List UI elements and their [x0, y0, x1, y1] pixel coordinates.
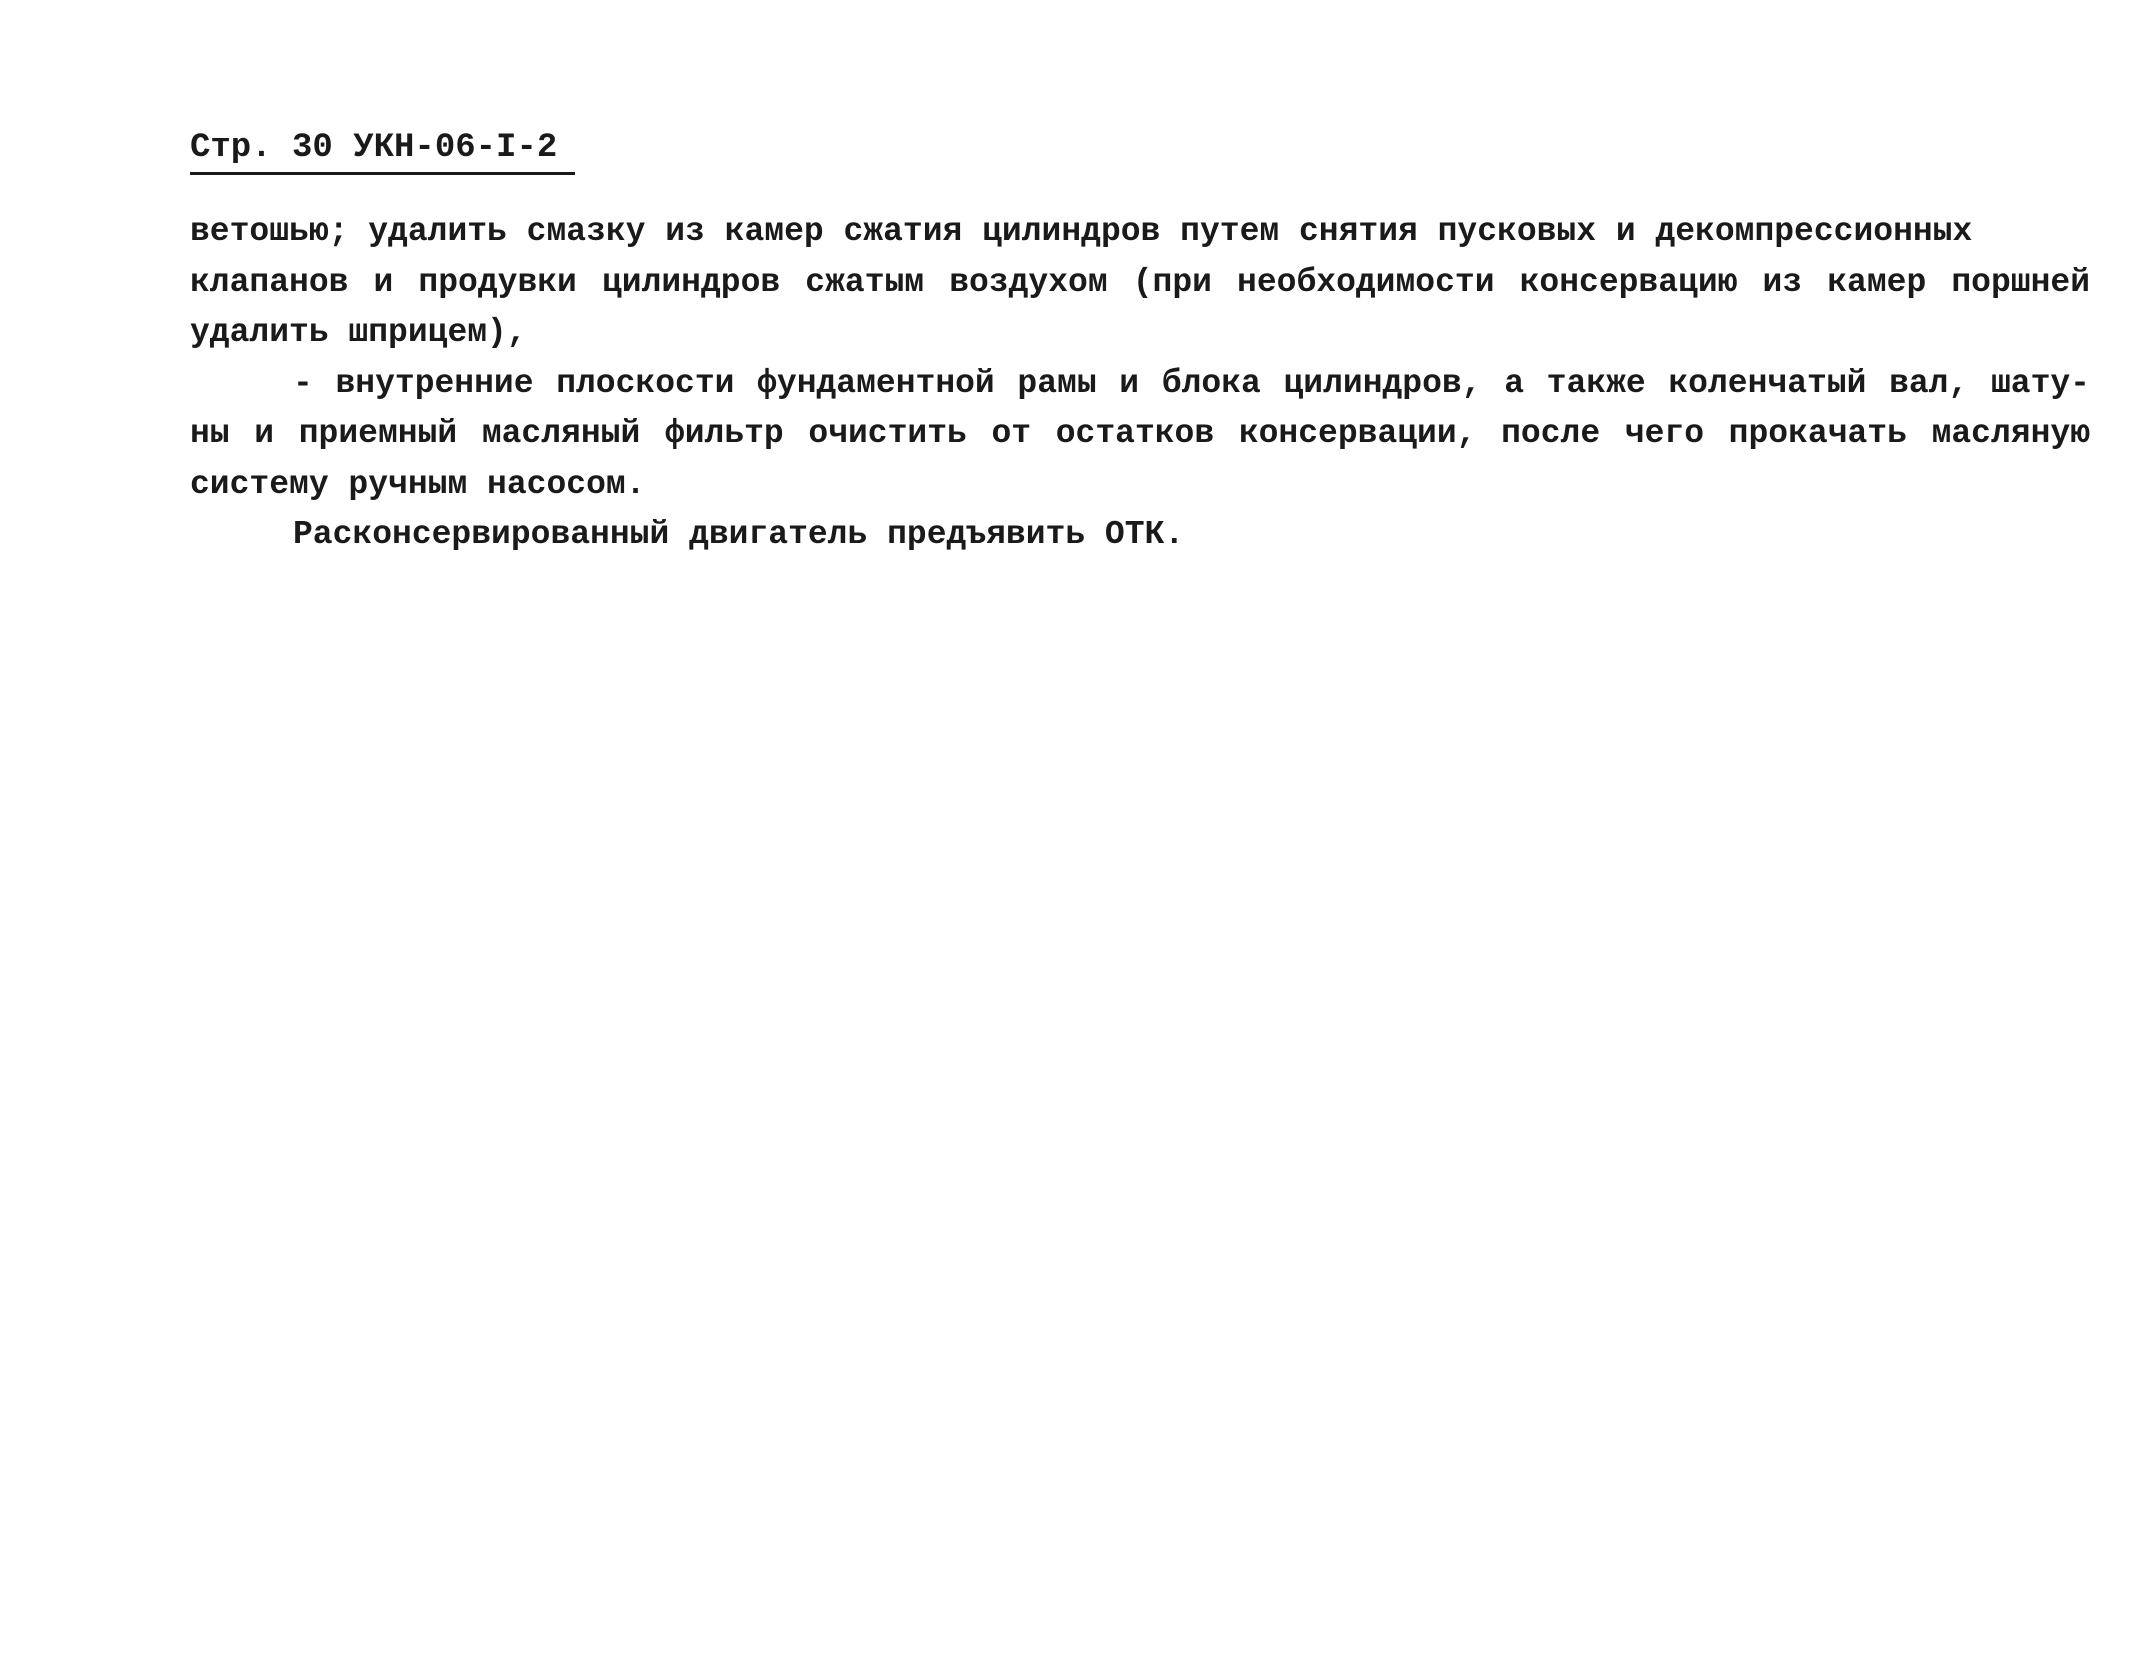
- text-line-2: клапанов и продувки цилиндров сжатым воздухом (при необходимости консервацию из камер поршней: [190, 263, 2090, 301]
- body-text: [190, 207, 2090, 561]
- text-line-6: систему ручным насосом.: [190, 465, 646, 503]
- text-line-4: - внутренние плоскости фундаментной рамы и блока цилиндров, а также коленчатый вал, шату-: [293, 364, 2090, 402]
- page-header: Стр. 30 УКН-06-I-2: [190, 126, 575, 175]
- text-line-5: ны и приемный масляный фильтр очистить от остатков консервации, после чего прокачать масляную: [190, 415, 2090, 452]
- text-line-3: удалить шприцем),: [190, 314, 527, 351]
- text-line-1: ветошью; удалить смазку из камер сжатия цилиндров путем снятия пусковых и декомпрессионных: [190, 213, 1973, 250]
- text-line-7: Расконсервированный двигатель предъявить ОТК.: [293, 516, 1185, 553]
